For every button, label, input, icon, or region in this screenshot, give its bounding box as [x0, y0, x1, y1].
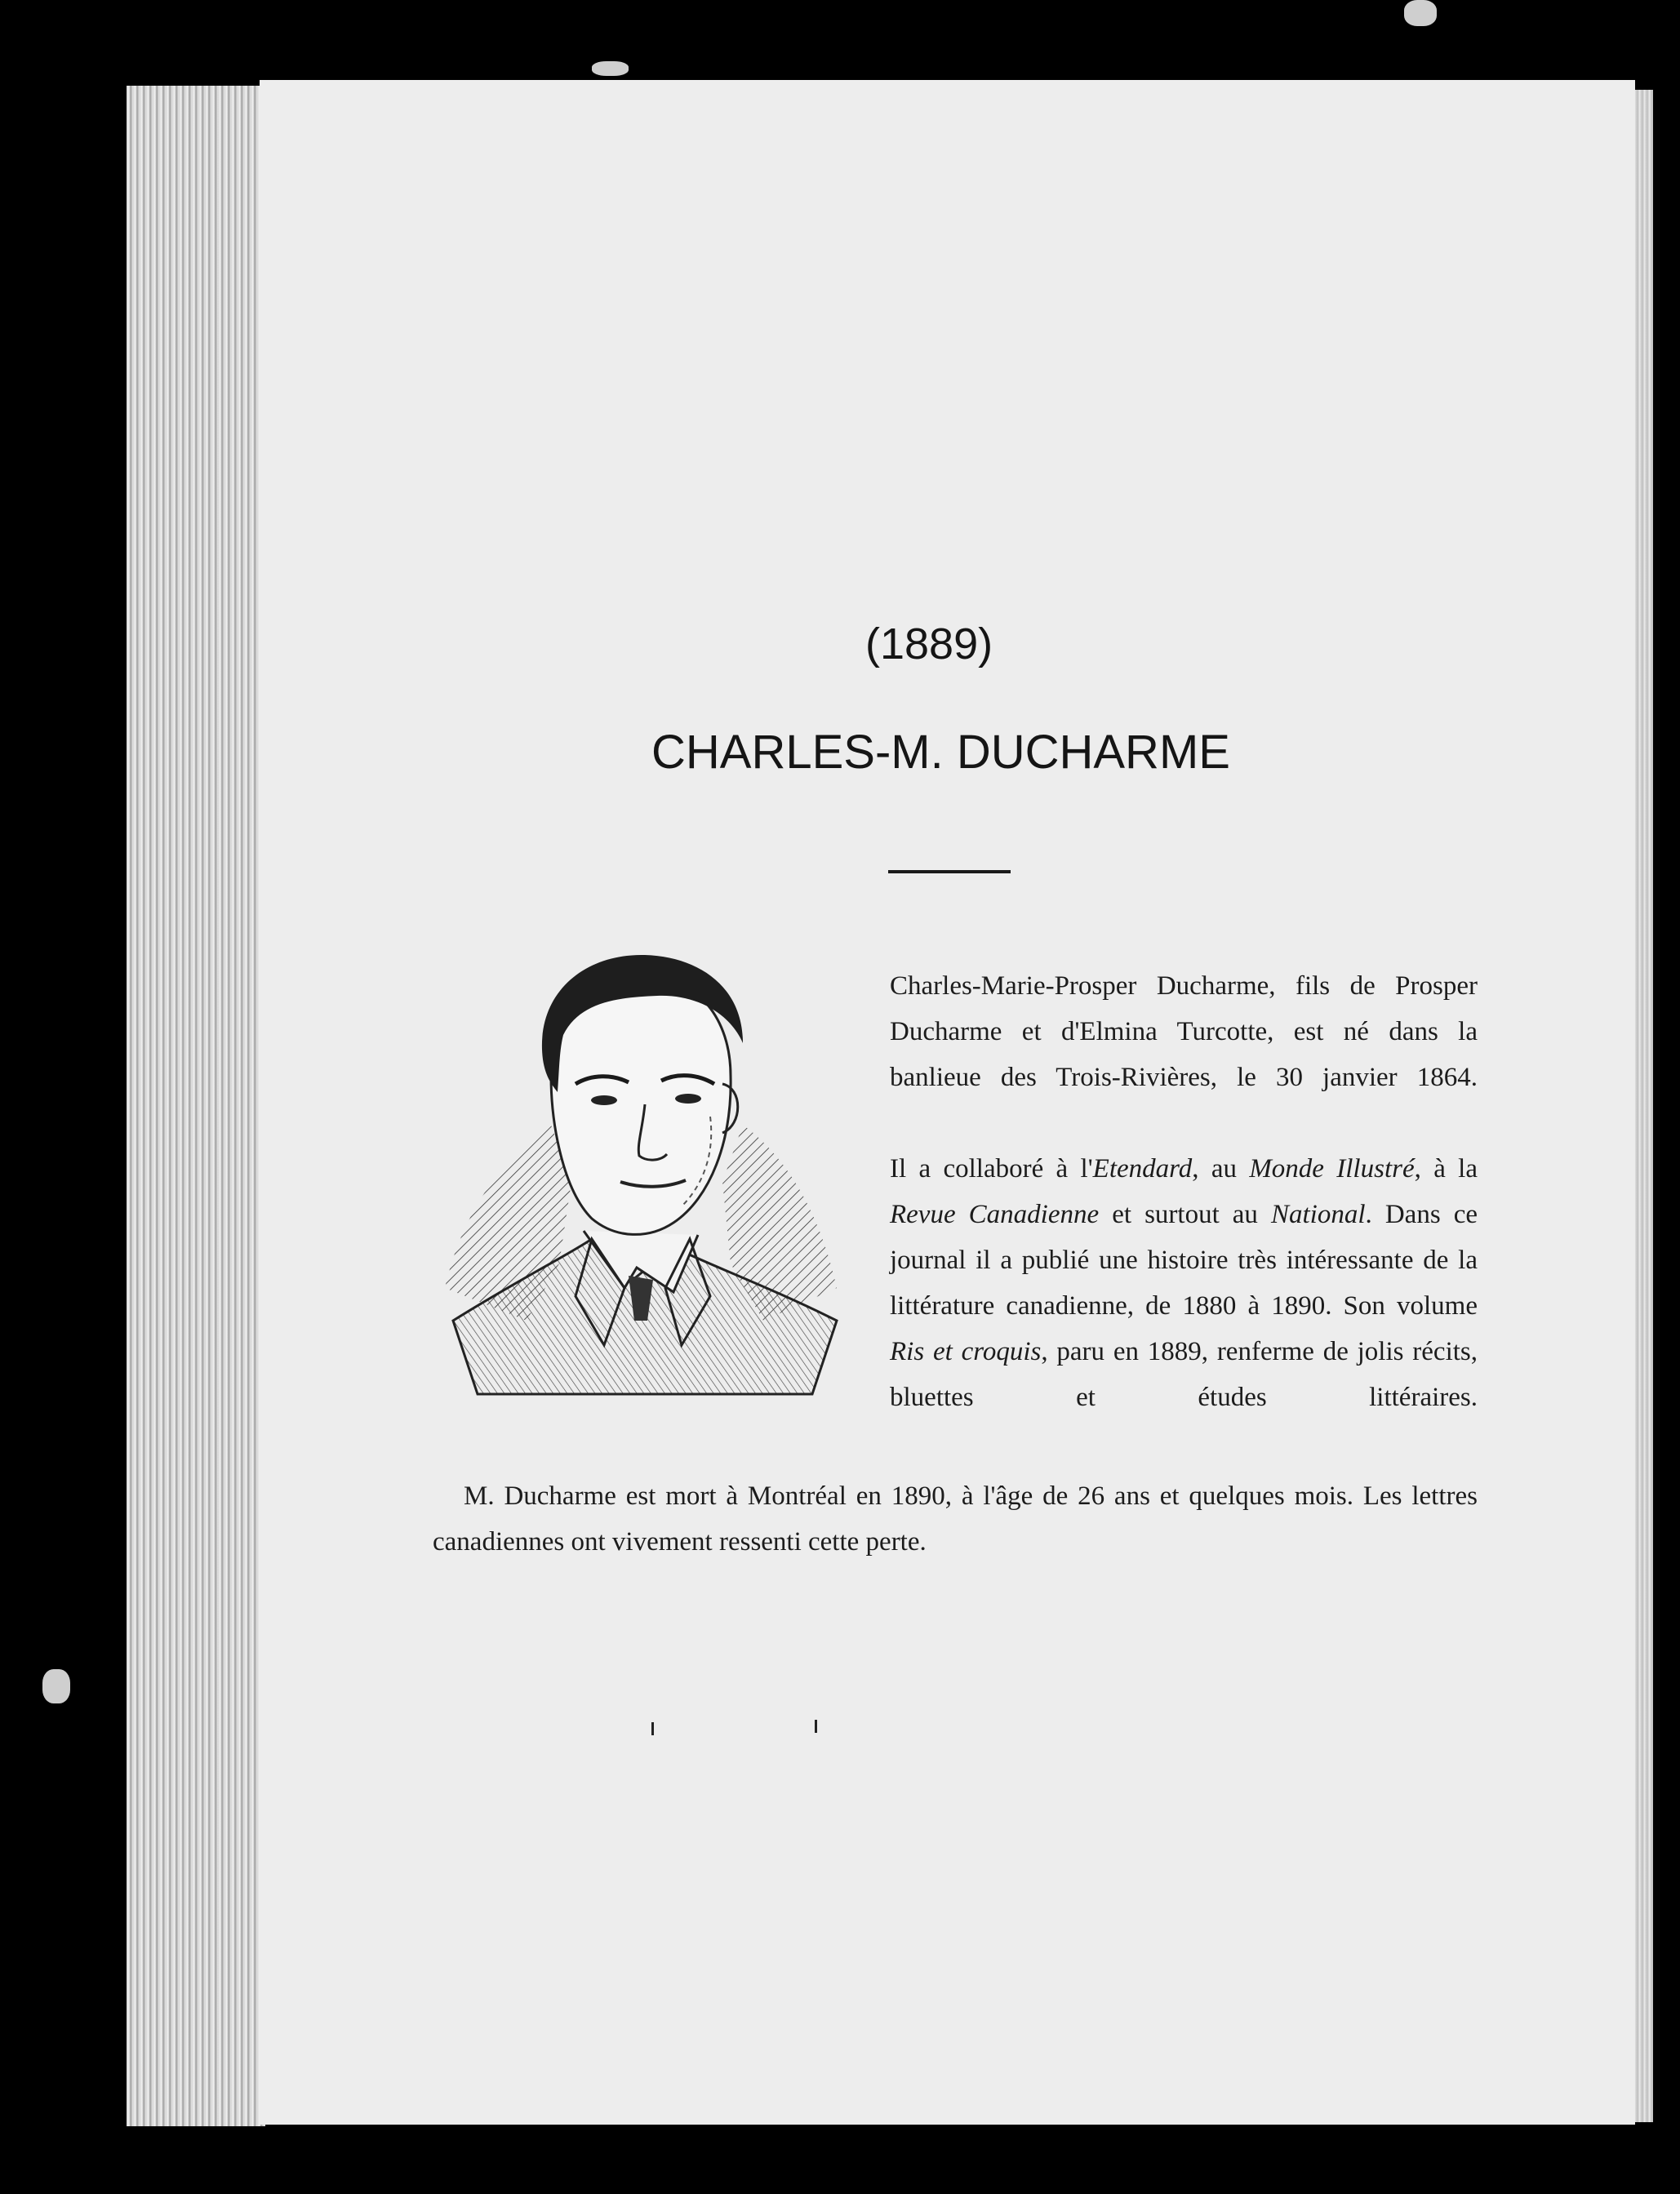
scan-speck — [592, 61, 629, 76]
periodical-title-revue-canadienne: Revue Canadienne — [890, 1200, 1100, 1229]
biography-paragraph-3: M. Ducharme est mort à Montréal en 1890, à l'âge de 26 ans et quelques mois. Les lettres canadiennes ont vivement ressenti cette perte. — [433, 1481, 1478, 1557]
biography-paragraph-1: Charles-Marie-Prosper Ducharme, fils de Prosper Ducharme et d'Elmina Turcotte, est né dans la banlieue des Trois-Rivières, le 30 janvier 1864. — [890, 971, 1478, 1092]
periodical-title-national: National — [1271, 1200, 1366, 1229]
chapter-year: (1889) — [865, 620, 993, 668]
biography-paragraph-2 — [890, 1146, 1478, 1420]
right-eye — [675, 1094, 701, 1104]
title-rule — [888, 870, 1011, 873]
text-run: et surtout au — [1099, 1200, 1271, 1229]
portrait-engraving — [429, 937, 853, 1410]
periodical-title-etendard: Etendard — [1092, 1154, 1193, 1184]
scan-speck — [42, 1669, 70, 1703]
left-eye — [591, 1095, 617, 1105]
text-run: . Dans ce journal il a publié une histoire très intéressante de la littérature canadienne, de 1880 à 1890. Son volume — [890, 1200, 1478, 1321]
scan-speck — [1404, 0, 1437, 26]
scan-mark — [815, 1720, 817, 1733]
book-page-edges — [127, 86, 265, 2126]
book-title-ris-et-croquis: Ris et croquis — [890, 1337, 1042, 1366]
text-run: Il a collaboré à l' — [890, 1154, 1093, 1184]
chapter-title: CHARLES-M. DUCHARME — [651, 726, 1230, 779]
scan-mark — [651, 1722, 654, 1735]
text-run: , paru en 1889, renferme de jolis récits, bluettes et études littéraires. — [890, 1337, 1478, 1412]
periodical-title-monde-illustre: Monde Illustré — [1249, 1154, 1415, 1184]
text-run: , à la — [1414, 1154, 1478, 1184]
text-run: , au — [1192, 1154, 1250, 1184]
